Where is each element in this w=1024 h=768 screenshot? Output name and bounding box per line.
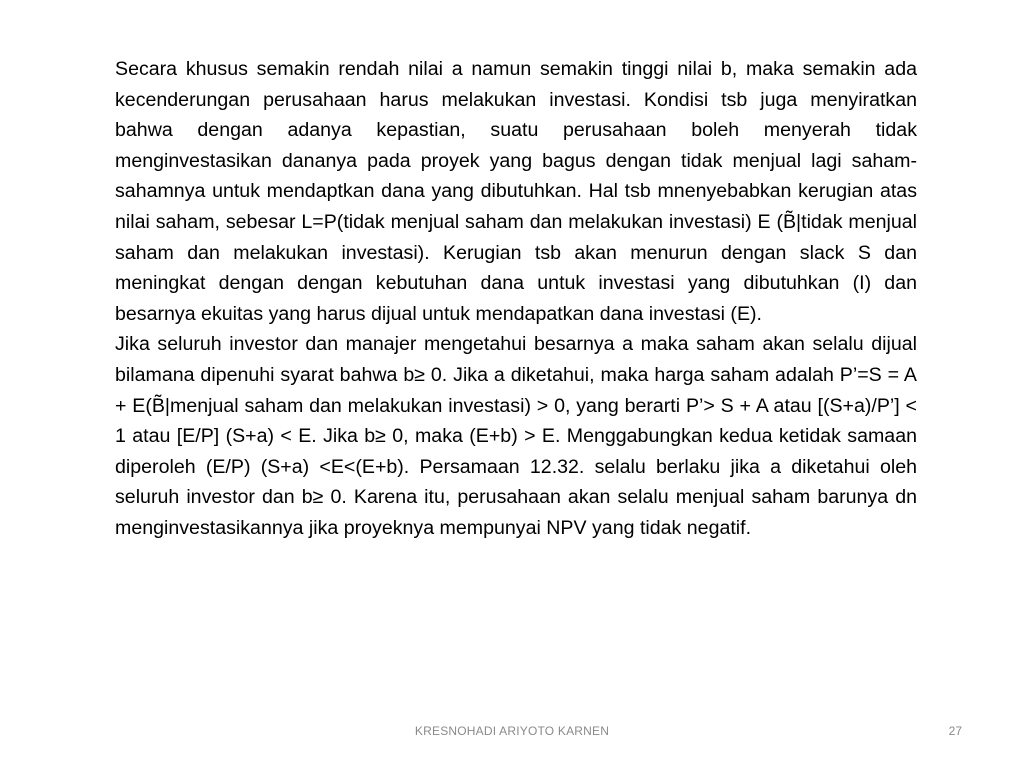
- footer-author: KRESNOHADI ARIYOTO KARNEN: [414, 724, 610, 738]
- slide-body-text: [115, 54, 917, 544]
- paragraph-2: Jika seluruh investor dan manajer mengetahui besarnya a maka saham akan selalu dijual bilamana dipenuhi syarat bahwa b≥ 0. Jika a diketahui, maka harga saham adalah P’=S = A + E(B̃|menjual saham dan melakukan investasi) > 0, yang berarti P’> S + A atau [(S+a)/P’] < 1 atau [E/P] (S+a) < E. Jika b≥ 0, maka (E+b) > E. Menggabungkan kedua ketidak samaan diperoleh (E/P) (S+a) <E<(E+b). Persamaan 12.32. selalu berlaku jika a diketahui oleh seluruh investor dan b≥ 0. Karena itu, perusahaan akan selalu menjual saham barunya dn menginvestasikannya jika proyeknya mempunyai NPV yang tidak negatif.: [115, 333, 917, 539]
- page-number: 27: [948, 724, 962, 738]
- paragraph-1: Secara khusus semakin rendah nilai a namun semakin tinggi nilai b, maka semakin ada kecenderungan perusahaan harus melakukan investasi. Kondisi tsb juga menyiratkan bahwa dengan adanya kepastian, suatu perusahaan boleh menyerah tidak menginvestasikan dananya pada proyek yang bagus dengan tidak menjual lagi saham-sahamnya untuk mendaptkan dana yang dibutuhkan. Hal tsb mnenyebabkan kerugian atas nilai saham, sebesar L=P(tidak menjual saham dan melakukan investasi) E (B̃|tidak menjual saham dan melakukan investasi). Kerugian tsb akan menurun dengan slack S dan meningkat dengan dengan kebutuhan dana untuk investasi yang dibutuhkan (I) dan besarnya ekuitas yang harus dijual untuk mendapatkan dana investasi (E).: [115, 58, 917, 325]
